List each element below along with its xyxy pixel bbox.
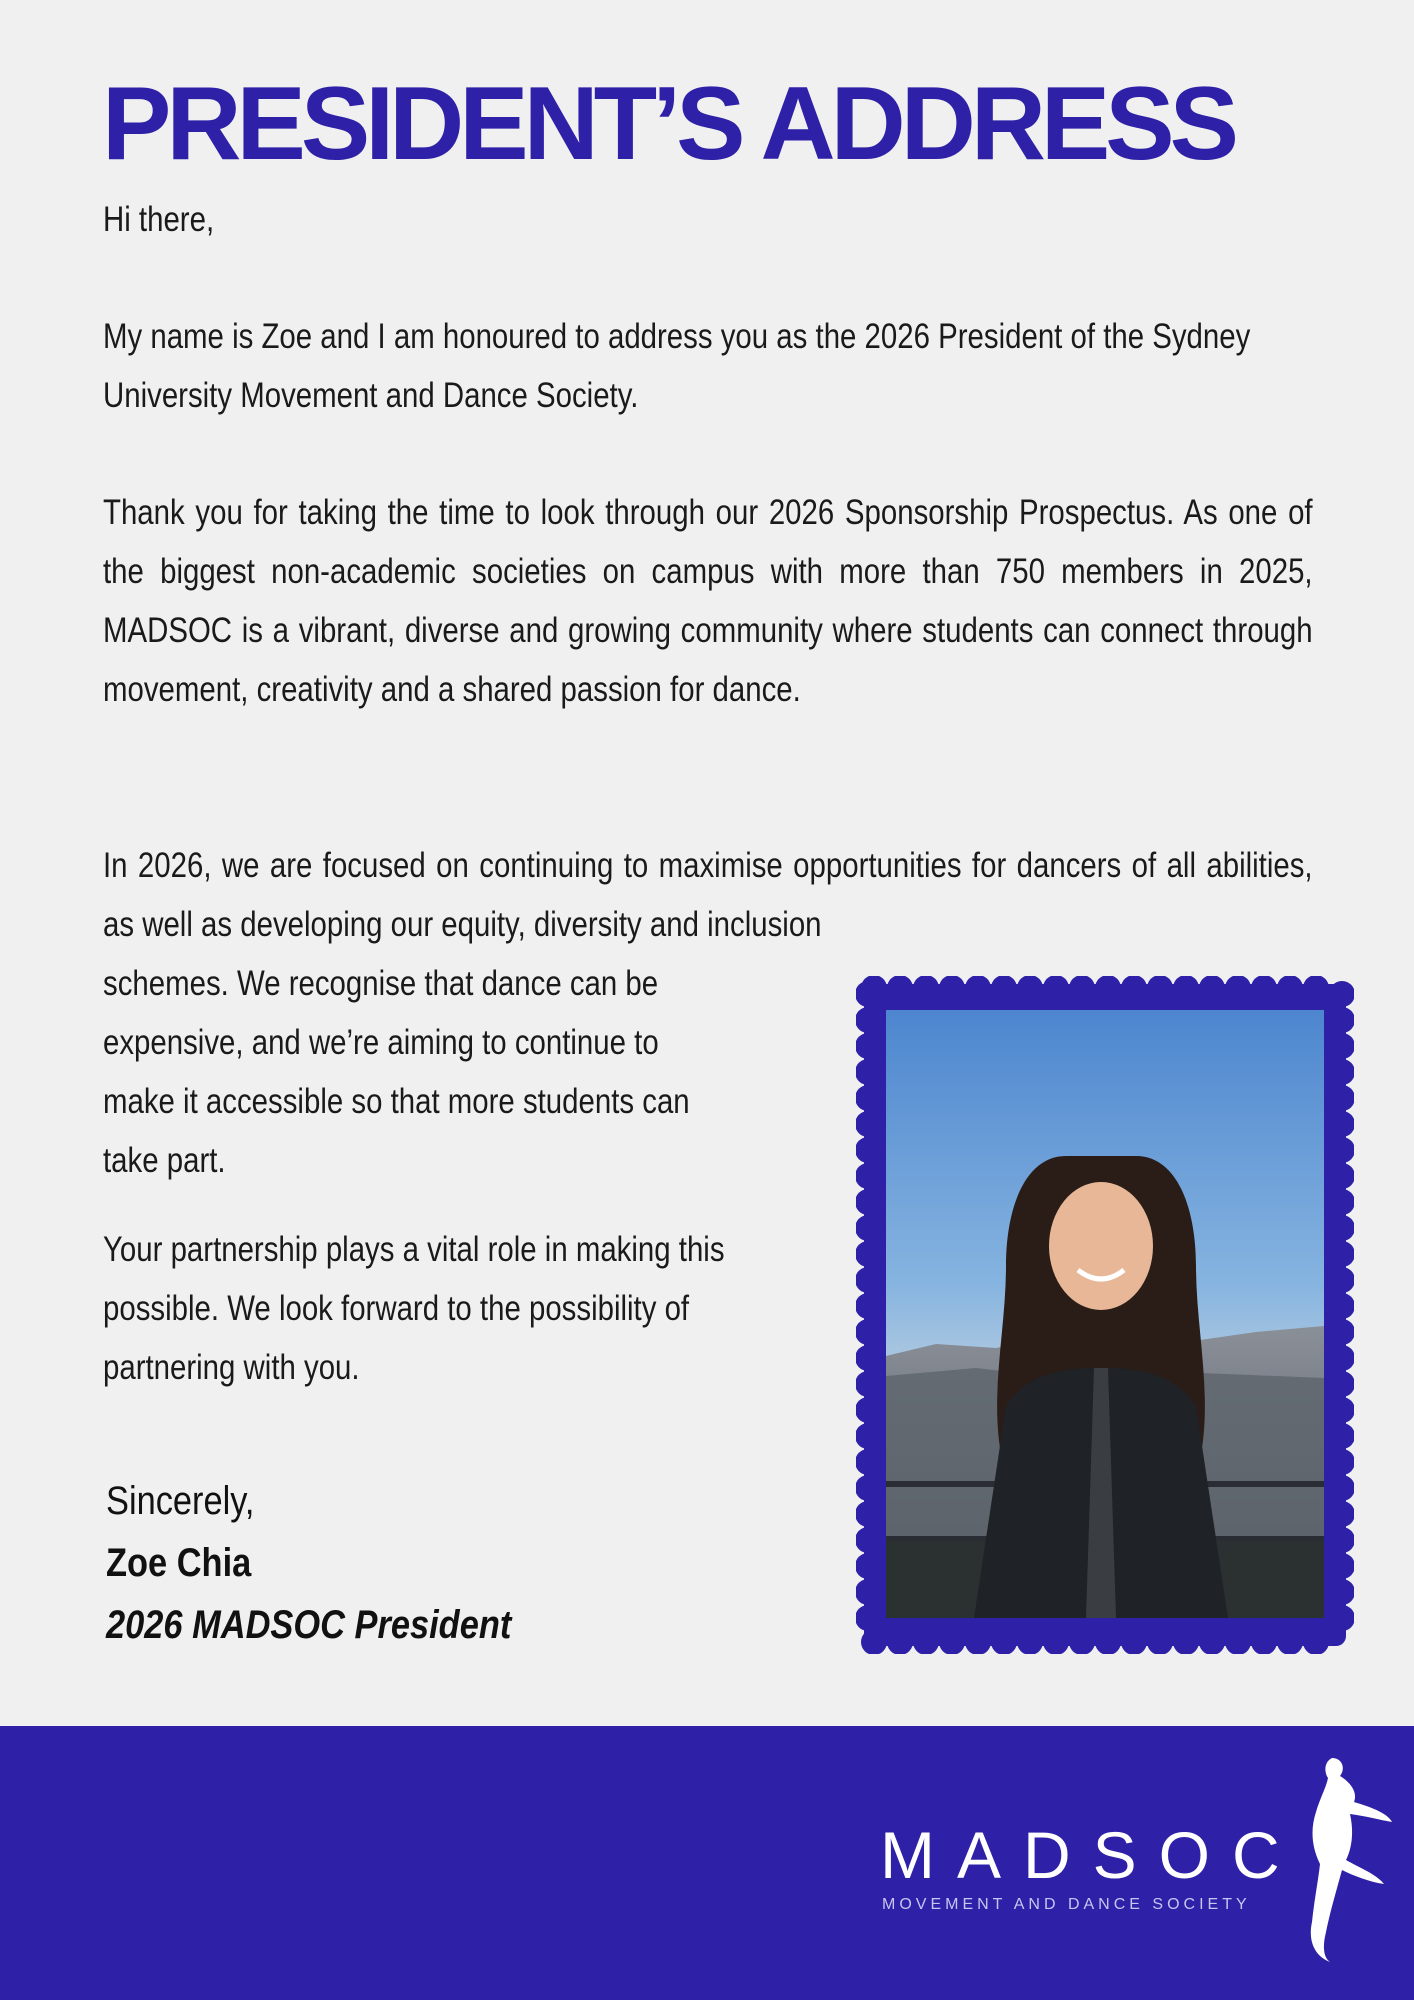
page-title: PRESIDENT’S ADDRESS xyxy=(102,66,1235,182)
partnership-paragraph: Your partnership plays a vital role in making this possible. We look forward to the possibility of partnering with you. xyxy=(103,1230,725,1387)
focus-paragraph: In 2026, we are focused on continuing to maximise opportunities for dancers of all abilities, as well as developing our equity, diversity and inclusion xyxy=(103,846,1313,944)
thanks-paragraph: Thank you for taking the time to look through our 2026 Sponsorship Prospectus. As one of the biggest non-academic societies on campus with more than 750 members in 2025, MADSOC is a vibrant, diverse and growing community where students can connect through movement, creativity and a shared passion for dance. xyxy=(103,493,1313,709)
madsoc-logo-wordmark: MADSOC xyxy=(880,1818,1302,1892)
president-photo xyxy=(856,976,1354,1654)
dancer-silhouette-icon xyxy=(1284,1752,1394,1969)
signature-block xyxy=(106,1470,511,1656)
signer-role: 2026 MADSOC President xyxy=(106,1603,512,1647)
intro-paragraph: My name is Zoe and I am honoured to address you as the 2026 President of the Sydney University Movement and Dance Society. xyxy=(103,317,1251,415)
signer-name: Zoe Chia xyxy=(106,1541,252,1585)
madsoc-tagline: MOVEMENT AND DANCE SOCIETY xyxy=(882,1896,1251,1913)
closing: Sincerely, xyxy=(106,1479,255,1523)
focus-paragraph-continued: schemes. We recognise that dance can be expensive, and we’re aiming to continue to make it accessible so that more students can take part. xyxy=(103,964,690,1180)
greeting: Hi there, xyxy=(103,200,215,239)
